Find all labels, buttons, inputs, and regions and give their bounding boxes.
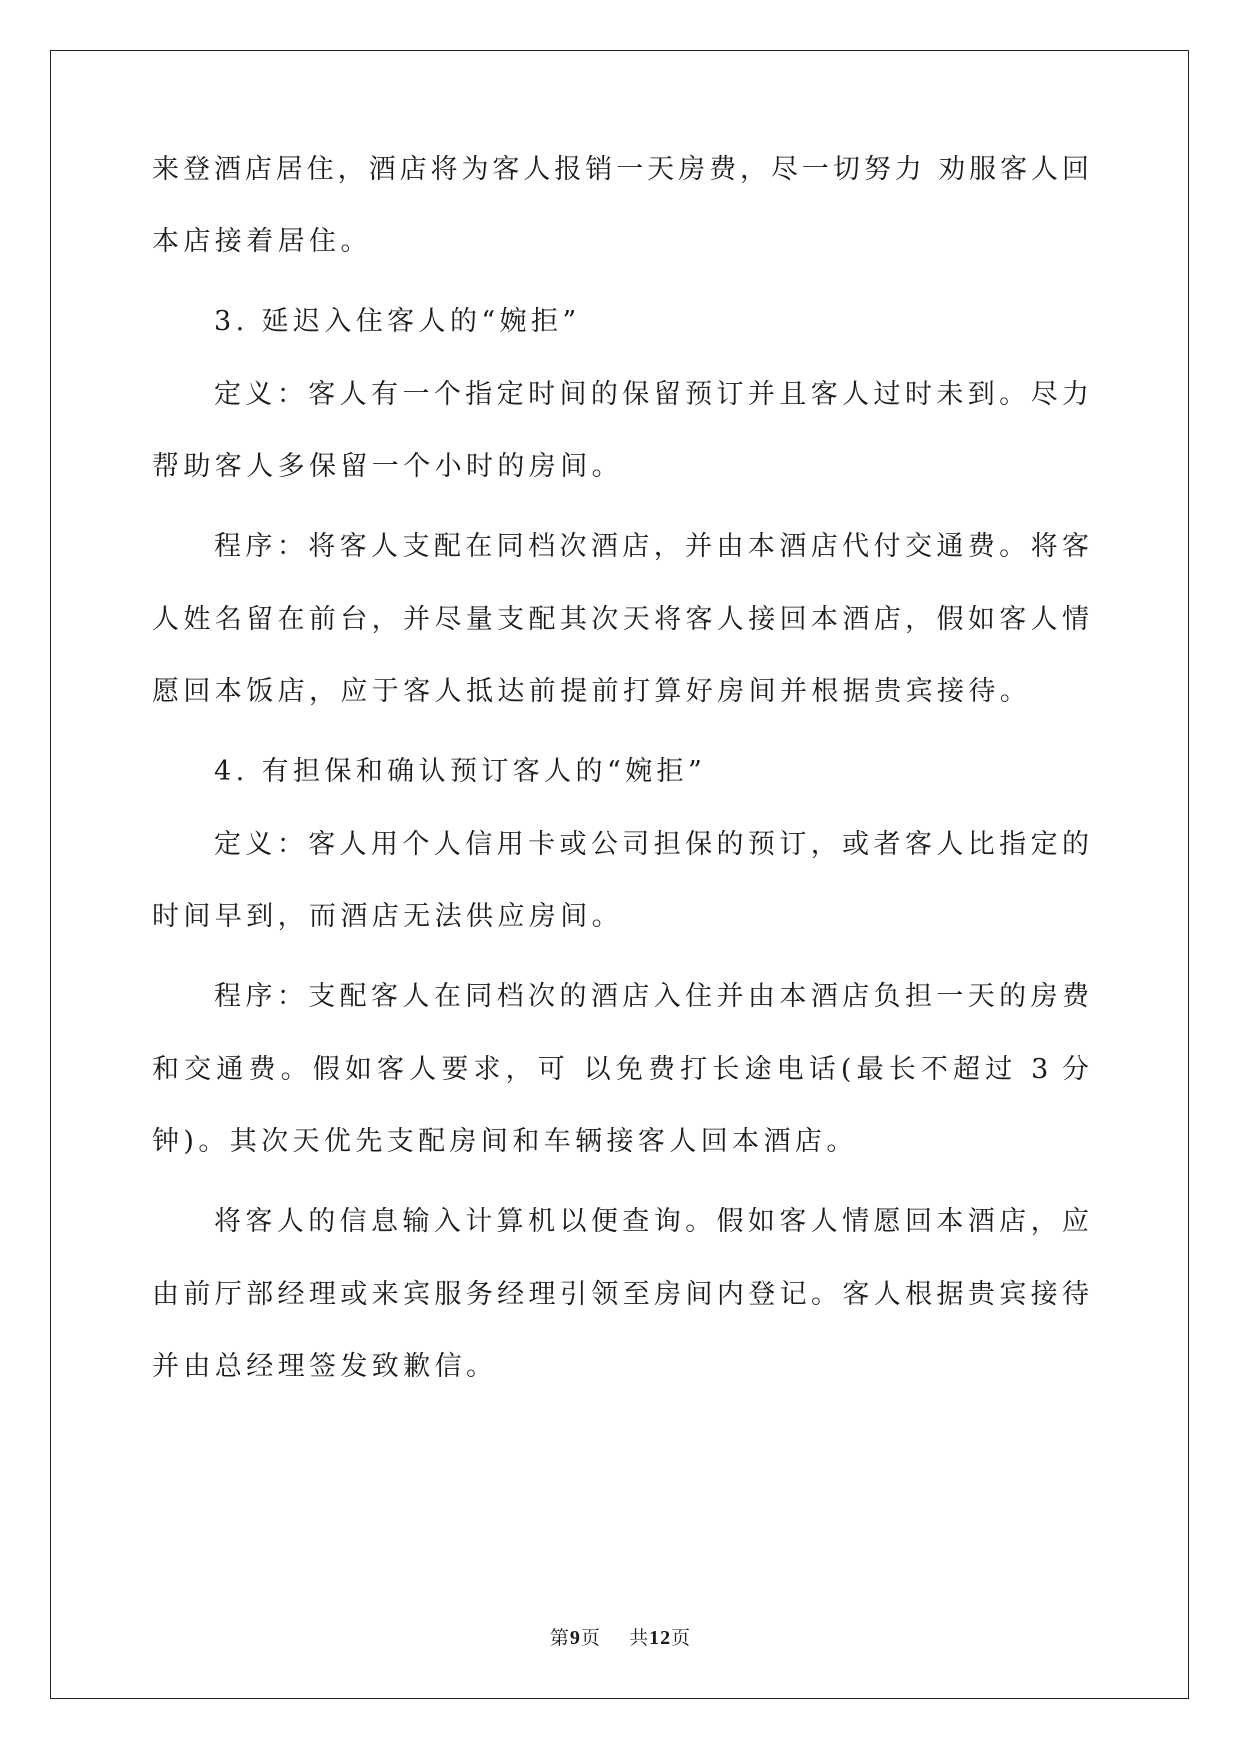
page-border <box>50 50 1189 1699</box>
text-line: 钟)。其次天优先支配房间和车辆接客人回本酒店。 <box>152 1126 858 1157</box>
footer-total-prefix: 共 <box>629 1627 650 1649</box>
total-page-number: 12 <box>649 1627 672 1649</box>
text-line: 程序：将客人支配在同档次酒店，并由本酒店代付交通费。将客 <box>214 531 1089 562</box>
text-line: 和交通费。假如客人要求，可 以免费打长途电话(最长不超过 3 分 <box>152 1054 1089 1085</box>
footer-total-suffix: 页 <box>671 1627 692 1649</box>
text-line: 定义：客人有一个指定时间的保留预订并且客人过时未到。尽力 <box>214 379 1089 410</box>
text-line: 程序：支配客人在同档次的酒店入住并由本酒店负担一天的房费 <box>214 981 1089 1012</box>
text-line: 愿回本饭店，应于客人抵达前提前打算好房间并根据贵宾接待。 <box>152 676 1032 707</box>
text-line: 时间早到，而酒店无法供应房间。 <box>152 901 623 932</box>
text-line: 人姓名留在前台，并尽量支配其次天将客人接回本酒店，假如客人情 <box>152 604 1089 635</box>
footer-page-suffix: 页 <box>580 1627 601 1649</box>
text-line: 定义：客人用个人信用卡或公司担保的预订，或者客人比指定的 <box>214 829 1089 860</box>
text-line: 将客人的信息输入计算机以便查询。假如客人情愿回本酒店，应 <box>214 1206 1089 1237</box>
text-line: 来登酒店居住，酒店将为客人报销一天房费，尽一切努力 劝服客人回 <box>152 154 1089 185</box>
page-footer <box>0 1626 1241 1650</box>
text-line: 3. 延迟入住客人的“婉拒” <box>214 306 581 337</box>
text-line: 本店接着居住。 <box>152 226 372 257</box>
text-line: 并由总经理签发致歉信。 <box>152 1351 498 1382</box>
footer-prefix: 第 <box>549 1627 570 1649</box>
text-line: 4. 有担保和确认预订客人的“婉拒” <box>214 756 707 787</box>
text-line: 由前厅部经理或来宾服务经理引领至房间内登记。客人根据贵宾接待 <box>152 1279 1089 1310</box>
text-line: 帮助客人多保留一个小时的房间。 <box>152 451 623 482</box>
current-page-number: 9 <box>569 1627 581 1649</box>
